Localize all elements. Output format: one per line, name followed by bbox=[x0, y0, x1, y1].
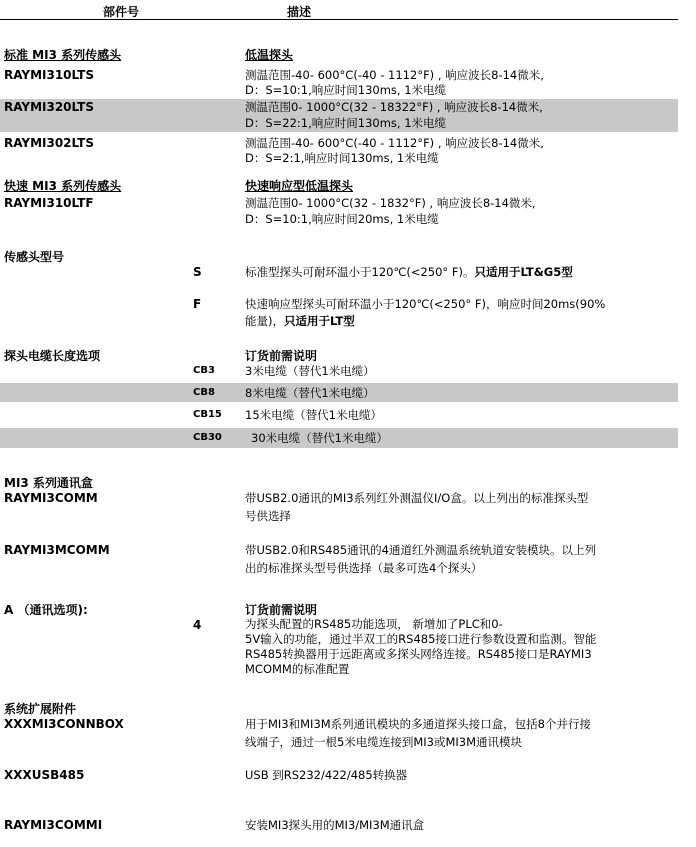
part-number: XXXUSB485 bbox=[4, 768, 85, 782]
section-accessories: 系统扩展附件 bbox=[4, 702, 77, 716]
spec-line: 测温范围-40- 600°C(-40 - 1112°F) , 响应波长8-14微米, bbox=[245, 136, 544, 150]
part-number: RAYMI3COMM bbox=[4, 491, 98, 505]
desc-line: 安装MI3探头用的MI3/MI3M通讯盒 bbox=[245, 818, 425, 832]
option-text: 快速响应型探头可耐环温小于120℃(<250° F)，响应时间20ms(90% bbox=[245, 297, 606, 311]
option-code: S bbox=[193, 265, 202, 279]
desc-line: 用于MI3和MI3M系列通讯模块的多通道探头接口盒，包括8个并行接 bbox=[245, 717, 591, 731]
desc-line: 出的标准探头型号供选择（最多可选4个探头） bbox=[245, 561, 483, 575]
header-part-number: 部件号 bbox=[103, 5, 140, 19]
spec-line: 测温范围-40- 600°C(-40 - 1112°F) , 响应波长8-14微米, bbox=[245, 68, 544, 82]
header-description: 描述 bbox=[287, 5, 312, 19]
part-number: RAYMI320LTS bbox=[4, 100, 95, 114]
part-number: RAYMI310LTF bbox=[4, 196, 94, 210]
cable-text: 15米电缆（替代1米电缆） bbox=[245, 408, 382, 422]
desc-line: 线端子，通过一根5米电缆连接到MI3或MI3M通讯模块 bbox=[245, 735, 522, 749]
cable-text: 30米电缆（替代1米电缆） bbox=[251, 431, 388, 445]
section-fast-mi3: 快速 MI3 系列传感头 bbox=[4, 179, 122, 193]
cable-code: CB3 bbox=[193, 365, 215, 376]
comm-option-desc bbox=[245, 617, 665, 679]
desc-line: 带USB2.0和RS485通讯的4通道红外测温系统轨道安装模块。以上列 bbox=[245, 543, 596, 557]
title-order-note: 订货前需说明 bbox=[245, 349, 318, 363]
desc-line: RS485转换器用于远距离或多探头网络连接。RS485接口是RAYMI3 bbox=[245, 647, 592, 661]
cable-text: 8米电缆（替代1米电缆） bbox=[245, 386, 375, 400]
spec-line: 测温范围0- 1000°C(32 - 18322°F) , 响应波长8-14微米, bbox=[245, 100, 543, 114]
comm-option-label: A （通讯选项): bbox=[4, 603, 88, 617]
cable-text: 3米电缆（替代1米电缆） bbox=[245, 364, 375, 378]
option-code: 4 bbox=[193, 618, 202, 632]
section-head-model: 传感头型号 bbox=[4, 250, 65, 264]
desc-line: USB 到RS232/422/485转换器 bbox=[245, 768, 408, 782]
part-number: RAYMI302LTS bbox=[4, 136, 95, 150]
section-cable-length: 探头电缆长度选项 bbox=[4, 349, 101, 363]
desc-line: 带USB2.0通讯的MI3系列红外测温仪I/O盒。以上列出的标准探头型 bbox=[245, 491, 589, 505]
header-rule bbox=[0, 19, 678, 20]
part-number: XXXMI3CONNBOX bbox=[4, 717, 124, 731]
desc-line: 为探头配置的RS485功能选项， 新增加了PLC和0- bbox=[245, 617, 503, 631]
cable-code: CB30 bbox=[193, 432, 222, 443]
spec-line: D：S=22:1,响应时间130ms, 1米电缆 bbox=[245, 116, 447, 130]
spec-line: D：S=10:1,响应时间20ms, 1米电缆 bbox=[245, 212, 439, 226]
spec-line: D：S=2:1,响应时间130ms, 1米电缆 bbox=[245, 151, 439, 165]
desc-line: MCOMM的标准配置 bbox=[245, 662, 350, 676]
cable-code: CB15 bbox=[193, 409, 222, 420]
part-number: RAYMI310LTS bbox=[4, 68, 95, 82]
part-number: RAYMI3MCOMM bbox=[4, 543, 110, 557]
option-text: 能量)，只适用于LT型 bbox=[245, 314, 355, 328]
desc-line: 5V输入的功能，通过半双工的RS485接口进行参数设置和监测。智能 bbox=[245, 632, 597, 646]
option-code: F bbox=[193, 297, 202, 311]
spec-line: D：S=10:1,响应时间130ms, 1米电缆 bbox=[245, 83, 447, 97]
spec-line: 测温范围0- 1000°C(32 - 1832°F) , 响应波长8-14微米, bbox=[245, 196, 536, 210]
title-low-temp-probe: 低温探头 bbox=[245, 48, 294, 62]
desc-line: 号供选择 bbox=[245, 509, 291, 523]
title-fast-probe: 快速响应型低温探头 bbox=[245, 179, 354, 193]
option-text: 标准型探头可耐环温小于120℃(<250° F)。只适用于LT&G5型 bbox=[245, 265, 573, 279]
section-comm-box: MI3 系列通讯盒 bbox=[4, 476, 93, 490]
cable-code: CB8 bbox=[193, 387, 215, 398]
title-order-note: 订货前需说明 bbox=[245, 603, 318, 617]
section-standard-mi3: 标准 MI3 系列传感头 bbox=[4, 48, 122, 62]
part-number: RAYMI3COMMI bbox=[4, 818, 103, 832]
